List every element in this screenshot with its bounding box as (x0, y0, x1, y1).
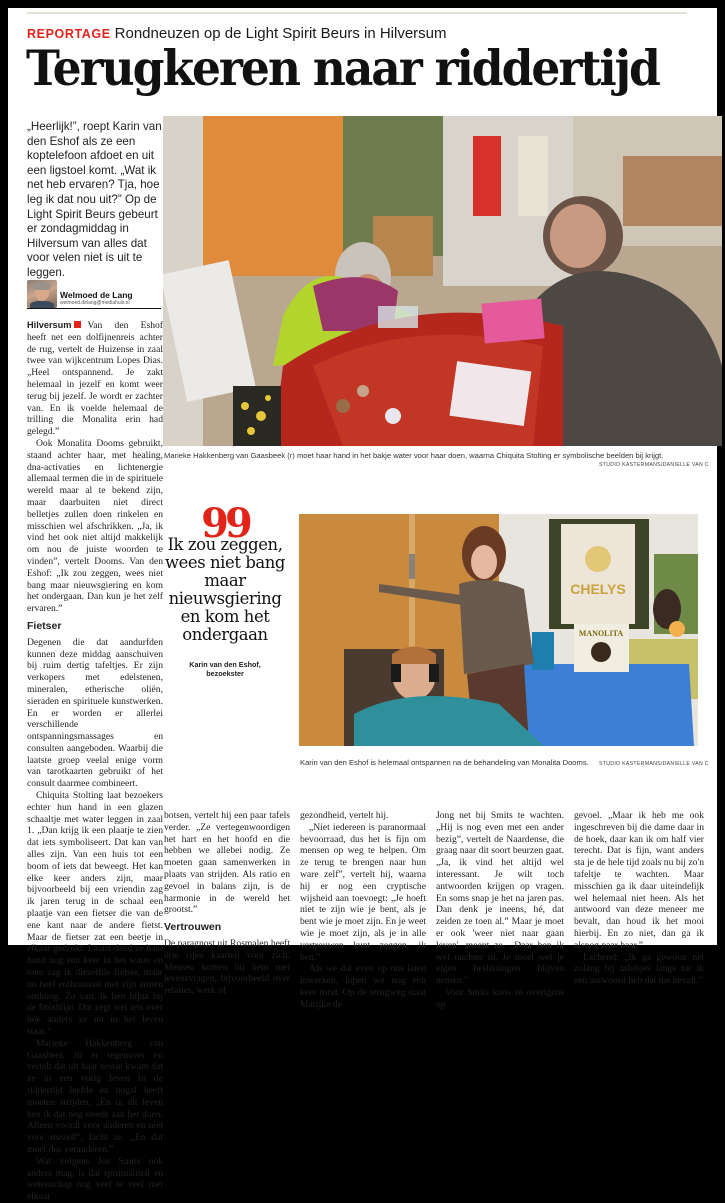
photo-second-caption: Karin van den Eshof is helemaal ontspannen na de behandeling van Monalita Dooms. (300, 758, 589, 767)
author-email[interactable]: welmoed.delang@mediahuis.nl (60, 300, 130, 306)
newspaper-page (8, 8, 717, 1203)
healing-session-photo (299, 514, 698, 746)
author-name: Welmoed de Lang (60, 290, 133, 300)
body-column-2: botsen, vertelt hij een paar tafels verder. „Ze vertegenwoordigen het hart en het hoofd en die hebben we allebei nodig. Ze moeten gaan samenwerken in plaats van strijden. Als ratio en gevoel in balans zijn, is de harmonie in de wereld het grootst.” Vertrouwen De paragnost uit Rosmalen heeft drie rijen kaarten voor zich. Mensen komen bij hem met levensvragen, bijvoorbeeld over relaties, werk of (164, 810, 290, 997)
body-column-4: Jong net bij Smits te wachten. „Hij is nog even met een ander bezig”, vertelt de Naardense, die graag naar dit soort beurzen gaat. „Ja, ik vind het altijd wel interessant. Je wilt toch antwoorden krijgen op vragen. En soms snap je het na jaren pas. Dan denk je ineens, hé, dat zeiden ze toen al.” Maar je moet er ook 'weer niet naar gaan leven', meent ze. „Daar ben ik wel nuchter in. Je moet wel je eigen beslissingen blijven nemen.” Voor Smits koos ze overigens op (436, 810, 564, 1010)
subhead-fietser: Fietser (27, 619, 62, 632)
photo-main-credit: STUDIO KASTERMANS/DANIELLE VAN C (599, 462, 709, 468)
dateline-square-icon (74, 321, 81, 328)
pull-quote-attribution: Karin van den Eshof, bezoekster (189, 660, 261, 678)
body-column-1: Hilversum Van den Eshof heeft net een dolfijnenreis achter de rug, vertelt de Huizense in zaal twee van wijkcentrum Lopes Dias. „Heel ontspannend. Je zakt helemaal in jezelf en komt weer terug bij jezelf. Je wordt er zachter van. En ik voelde helemaal de trilling die Monalita erin had gelegd.” Ook Monalita Dooms gebruikt, staand achter haar, met healing, dna-activaties en lichtenergie allemaal termen die in de spirituele wereld maar al te bekend zijn, maar daarbuiten niet direct belletjes zullen doen rinkelen en misschien wel afschrikken. „Ja, ik vind het ook niet altijd makkelijk om nou de juiste woorden te vinden”, vertelt Dooms. Van den Eshof: „Ik zou zeggen, wees niet bang maar nieuwsgiering en kom het ondergaan. Dan kun je het zelf ervaren.” Fietser Degenen die dat aandurfden kunnen deze middag aanschuiven bij ruim dertig tafeltjes. Er zijn verkopers met edelstenen, mineralen, etherische oliën, sieraden en spirituele kunstwerken. En er worden er allerlei verschillende ontspanningsmassages en consulten aangeboden. Waarbij die laatste groep veelal enige vorm van tarotkaarten gebruikt of het consult daarmee combineert. Chiquita Stolting laat bezoekers echter hun hand in een glazen schaaltje met water leggen in zaal 1. „Dan krijg ik een plaatje te zien dat iets symboliseert. Dat kan van alles zijn. Van een huis tot een boom of iets dat beweegt. Het kan elke keer anders zijn, maar bijvoorbeeld bij een vriendin zag ik jaren terug in de schaal een plaatje van een fietser die van de ene kant naar de andere fietst. Maar de fietser zat een beetje in elkaar gedrukt. Laatst deed ze haar hand nog een keer in het water en toen zag ik diezelfde fietser, maar nu heel enthousiast met zijn armen omhoog. Zo van, ik ben bijna bij de finishlijn. Dat zegt wel iets over hoe anders ze nu in het leven staat.” Marieke Hakkenberg van Gaasbeek zit er tegenover en vertelt dat uit haar sessie kwam dat ze in een vorig leven in de riddertijd leefde en nogal heeft moeten strijden. „En in dit leven ben ik dat nog steeds aan het doen. Alleen vooral voor anderen en niet voor mezelf”, lacht ze. „En dat moet dus veranderen.” Wat volgens Jos Smits ook anders mag, is dat spiritualiteit en wetenschap nog veel te veel met elkaar (27, 320, 163, 1203)
photo-main (163, 116, 722, 446)
headline: Terugkeren naar riddertijd (26, 39, 659, 97)
quote-mark-icon: 99 (201, 500, 249, 547)
tarot-reading-photo (163, 116, 722, 446)
top-rule (27, 12, 687, 14)
dateline: Hilversum (27, 320, 72, 330)
photo-second (299, 514, 698, 746)
byline (27, 280, 161, 309)
author-avatar (27, 280, 57, 308)
body-column-5: gevoel. „Maar ik heb me ook ingeschreven bij die dame daar in de hoek, daar kan ik om half vier terecht. Dat is fijn, want anders sta je de hele tijd zoals nu bij zo'n tafeltje te wachten. Maar misschien ga ik daar uiteindelijk wel helemaal niet heen. Als het antwoord van deze meneer me bevalt, dan houd ik het mooi hierbij. En zo niet, dan ga ik alsnog naar haar.” Lachend: „Ik ga gewoon net zolang bij tafeltjes langs tot ik een antwoord heb dat me bevalt.” (574, 810, 704, 987)
kicker-text: Rondneuzen op de Light Spirit Beurs in Hilversum (114, 25, 447, 42)
section-tag: REPORTAGE (27, 27, 111, 41)
intro-paragraph: „Heerlijk!”, roept Karin van den Eshof als ze een koptelefoon afdoet en uit een ligstoel komt. „Wat ik net heb ervaren? Tja, hoe leg ik dat nou uit?” Op de Light Spirit Beurs gebeurt er zondagmiddag in Hilversum van alles dat voor velen niet is uit te leggen. (27, 120, 162, 279)
photo-main-caption: Marieke Hakkenberg van Gaasbeek (r) moet haar hand in het bakje water voor haar doen, waarna Chiquita Stolting er symbolische beelden bij krijgt. (164, 451, 664, 460)
pull-quote (160, 500, 290, 678)
subhead-vertrouwen: Vertrouwen (164, 921, 222, 934)
svg-text:MANOLITA: MANOLITA (578, 629, 624, 638)
body-column-3: gezondheid, vertelt hij. „Niet iedereen is paranormaal bevoorraad, dus het is fijn om mensen op weg te helpen. Om ze terug te brengen naar hun ware zelf”, vertelt hij, waarna hij er nog een cryptische wijsheid aan toevoegt: „Je hoeft niet te zijn wie je bent, als je bent wie je moet zijn. En je weet wie je moet zijn, als je in alle vertrouwen kunt zeggen, ik ben.” Als we dat even op ons laten inwerken, lopen we nog een keer rond. Op de terugweg staat Marijke de (300, 810, 426, 1010)
photo-second-credit: STUDIO KASTERMANS/DANIELLE VAN C (599, 761, 709, 767)
pull-quote-text: Ik zou zeggen, wees niet bang maar nieuwsgiering en kom het ondergaan (164, 535, 286, 644)
svg-text:CHELYS: CHELYS (570, 581, 626, 597)
